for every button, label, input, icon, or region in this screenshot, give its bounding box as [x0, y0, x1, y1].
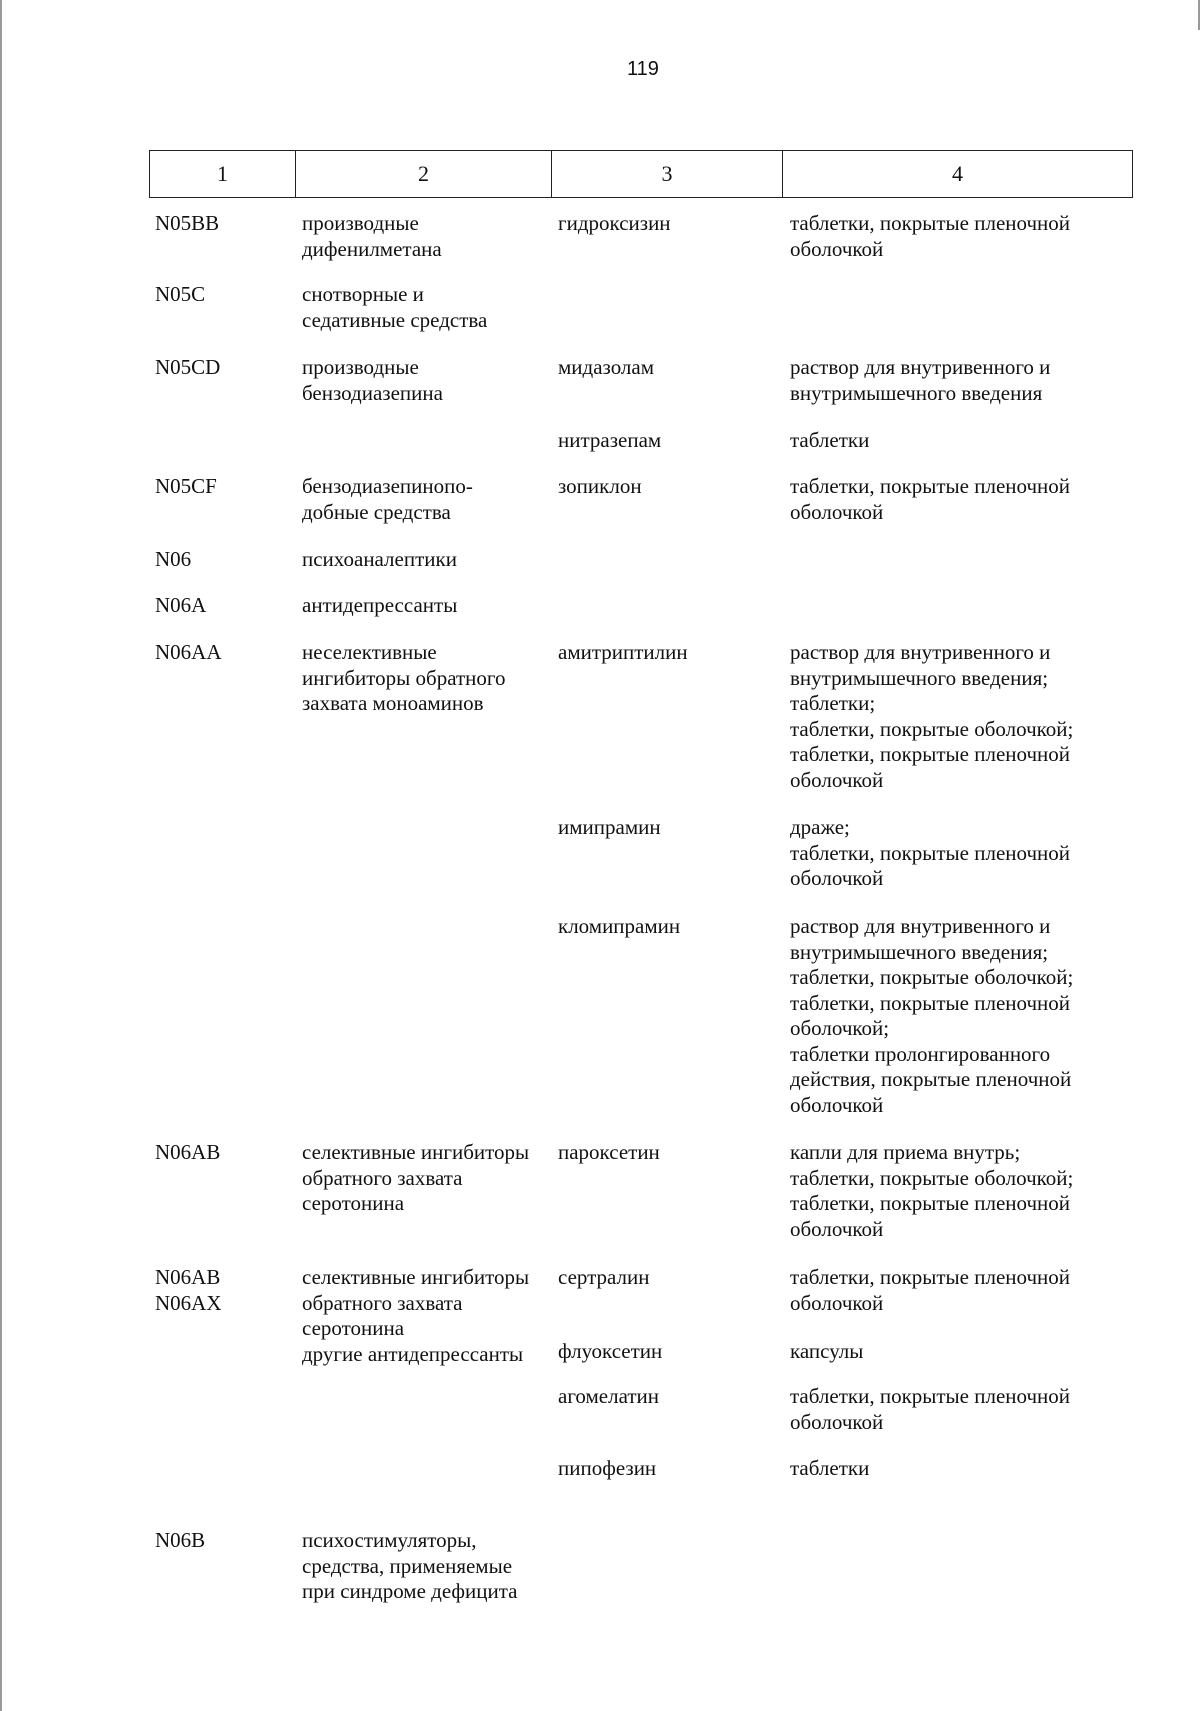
- cell-form-line: таблетки, покрытые пленочной: [790, 840, 1071, 865]
- cell-drug: [558, 211, 788, 237]
- cell-form-line: таблетки, покрытые пленочной: [790, 990, 1071, 1015]
- cell-group-line: седативные средства: [302, 307, 488, 332]
- cell-form-line: оболочкой: [790, 1092, 884, 1117]
- cell-code: [155, 1528, 295, 1554]
- cell-code-line: N05C: [155, 282, 206, 306]
- cell-form-line: оболочкой: [790, 767, 884, 792]
- cell-group-line: обратного захвата: [302, 1165, 463, 1190]
- cell-form-line: таблетки, покрытые пленочной: [790, 474, 1071, 498]
- cell-drug: [558, 1140, 788, 1166]
- cell-form-line: раствор для внутривенного и: [790, 914, 1051, 938]
- cell-drug-line: сертралин: [558, 1265, 650, 1289]
- cell-code: [155, 1140, 295, 1166]
- cell-group-line: производные: [302, 211, 419, 235]
- cell-group-line: ингибиторы обратного: [302, 665, 506, 690]
- cell-group-line: психостимуляторы,: [302, 1528, 477, 1552]
- cell-group-line: обратного захвата: [302, 1290, 463, 1315]
- cell-drug: [558, 428, 788, 454]
- cell-code-line: N05BB: [155, 211, 220, 235]
- cell-form-line: таблетки;: [790, 691, 876, 715]
- cell-group-line: снотворные и: [302, 282, 424, 306]
- cell-group-line: психоаналептики: [302, 547, 457, 571]
- cell-group-line: антидепрессанты: [302, 593, 458, 617]
- cell-form-line: действия, покрытые пленочной: [790, 1067, 1072, 1091]
- cell-form: [790, 1339, 1110, 1365]
- cell-form-line: таблетки, покрытые оболочкой;: [790, 716, 1074, 741]
- cell-group-line: другие антидепрессанты: [302, 1341, 524, 1366]
- cell-code-line: N05CF: [155, 474, 217, 498]
- cell-group-line: бензодиазепина: [302, 380, 443, 405]
- cell-drug-line: пипофезин: [558, 1456, 657, 1480]
- cell-form-line: оболочкой: [790, 866, 884, 890]
- cell-group: [302, 474, 554, 525]
- cell-group-line: серотонина: [302, 1316, 405, 1340]
- cell-code-line: N06: [155, 547, 192, 571]
- cell-form-line: внутримышечного введения: [790, 380, 1043, 405]
- cell-drug: [558, 1456, 788, 1482]
- cell-drug-line: имипрамин: [558, 815, 661, 839]
- cell-code: [155, 640, 295, 666]
- cell-form-line: таблетки пролонгированного: [790, 1041, 1051, 1066]
- cell-group: [302, 547, 554, 573]
- cell-code: [155, 474, 295, 500]
- cell-group-line: добные средства: [302, 499, 451, 524]
- cell-group-line: селективные ингибиторы: [302, 1265, 530, 1289]
- header-cell-1: 1: [150, 151, 296, 197]
- cell-code: [155, 211, 295, 237]
- cell-form-line: внутримышечного введения;: [790, 665, 1049, 690]
- cell-form: [790, 474, 1110, 525]
- cell-drug-line: гидроксизин: [558, 211, 671, 235]
- cell-form-line: оболочкой: [790, 499, 884, 524]
- cell-group: [302, 282, 554, 333]
- cell-form: [790, 815, 1110, 892]
- cell-group-line: дифенилметана: [302, 236, 442, 261]
- cell-form-line: таблетки, покрытые пленочной: [790, 1191, 1071, 1215]
- cell-form-line: внутримышечного введения;: [790, 939, 1049, 964]
- cell-drug-line: амитриптилин: [558, 640, 688, 664]
- cell-form-line: оболочкой: [790, 1216, 884, 1241]
- cell-form: [790, 914, 1110, 1118]
- cell-drug: [558, 1265, 788, 1291]
- cell-form: [790, 1456, 1110, 1482]
- cell-form-line: оболочкой;: [790, 1016, 890, 1040]
- cell-group-line: захвата моноаминов: [302, 691, 484, 715]
- cell-form: [790, 1384, 1110, 1435]
- cell-group-line: производные: [302, 355, 419, 379]
- cell-form-line: таблетки, покрытые пленочной: [790, 742, 1071, 766]
- cell-drug-line: пароксетин: [558, 1140, 660, 1164]
- cell-code: [155, 547, 295, 573]
- cell-form-line: таблетки, покрытые пленочной: [790, 1384, 1071, 1408]
- cell-group-line: селективные ингибиторы: [302, 1140, 530, 1164]
- cell-form-line: таблетки: [790, 428, 870, 452]
- cell-code-line: N06AB: [155, 1265, 221, 1289]
- page-number: 119: [627, 58, 659, 80]
- cell-group: [302, 355, 554, 406]
- cell-group-line: при синдроме дефицита: [302, 1579, 518, 1603]
- cell-code: [155, 593, 295, 619]
- cell-form: [790, 428, 1110, 454]
- cell-group: [302, 640, 554, 717]
- cell-group: [302, 1140, 554, 1217]
- cell-form-line: таблетки, покрытые пленочной: [790, 1265, 1071, 1289]
- cell-code-line: N06AX: [155, 1290, 222, 1315]
- cell-form: [790, 211, 1110, 262]
- cell-form-line: оболочкой: [790, 1290, 884, 1315]
- cell-group-line: бензодиазепинопо-: [302, 474, 473, 498]
- cell-group-line: неселективные: [302, 640, 437, 664]
- cell-code-line: N06AA: [155, 640, 222, 664]
- cell-code: [155, 1265, 295, 1316]
- cell-code: [155, 282, 295, 308]
- cell-form-line: капли для приема внутрь;: [790, 1140, 1021, 1164]
- cell-drug-line: зопиклон: [558, 474, 642, 498]
- cell-group: [302, 211, 554, 262]
- cell-form-line: таблетки, покрытые оболочкой;: [790, 965, 1074, 989]
- cell-drug: [558, 815, 788, 841]
- cell-code-line: N06A: [155, 593, 207, 617]
- cell-drug-line: мидазолам: [558, 355, 655, 379]
- cell-drug-line: нитразепам: [558, 428, 662, 452]
- header-cell-3: 3: [552, 151, 783, 197]
- cell-drug: [558, 355, 788, 381]
- cell-form-line: таблетки, покрытые оболочкой;: [790, 1165, 1074, 1190]
- cell-group: [302, 1528, 554, 1605]
- cell-form-line: капсулы: [790, 1339, 864, 1363]
- cell-code-line: N05CD: [155, 355, 221, 379]
- cell-drug: [558, 1339, 788, 1365]
- header-cell-2: 2: [296, 151, 552, 197]
- cell-form: [790, 1265, 1110, 1316]
- cell-drug: [558, 1384, 788, 1410]
- cell-code: [155, 355, 295, 381]
- cell-form: [790, 355, 1110, 406]
- cell-form-line: оболочкой: [790, 236, 884, 261]
- cell-group-line: серотонина: [302, 1191, 405, 1215]
- cell-form-line: раствор для внутривенного и: [790, 355, 1051, 379]
- cell-group-line: средства, применяемые: [302, 1553, 513, 1578]
- cell-form: [790, 640, 1110, 793]
- cell-code-line: N06B: [155, 1528, 206, 1552]
- cell-form-line: драже;: [790, 815, 850, 839]
- cell-drug: [558, 474, 788, 500]
- cell-drug: [558, 914, 788, 940]
- cell-form-line: раствор для внутривенного и: [790, 640, 1051, 664]
- cell-group: [302, 593, 554, 619]
- cell-form-line: таблетки: [790, 1456, 870, 1480]
- cell-group: [302, 1265, 554, 1367]
- cell-form: [790, 1140, 1110, 1242]
- cell-drug-line: кломипрамин: [558, 914, 681, 938]
- header-cell-4: 4: [952, 161, 963, 186]
- cell-code-line: N06AB: [155, 1140, 221, 1164]
- cell-form-line: оболочкой: [790, 1409, 884, 1434]
- cell-drug-line: агомелатин: [558, 1384, 660, 1408]
- cell-drug-line: флуоксетин: [558, 1339, 663, 1363]
- cell-drug: [558, 640, 788, 666]
- cell-form-line: таблетки, покрытые пленочной: [790, 211, 1071, 235]
